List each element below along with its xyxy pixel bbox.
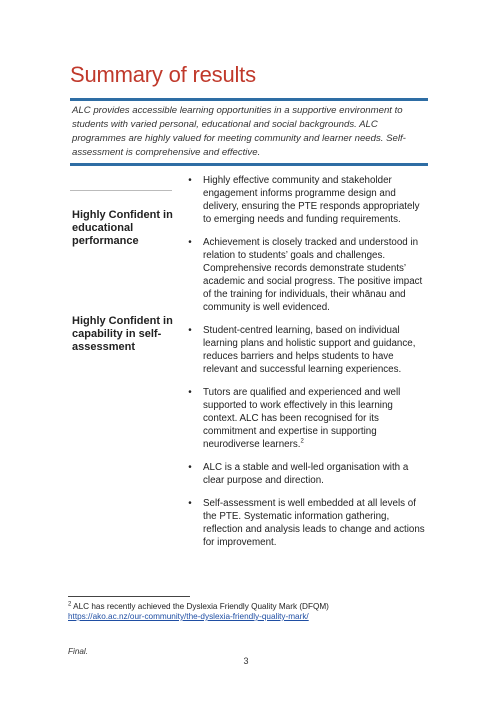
finding-item xyxy=(185,461,425,487)
footnote-reference[interactable]: 2 xyxy=(300,438,304,445)
page-title: Summary of results xyxy=(70,62,256,87)
findings-list xyxy=(185,174,425,559)
bullet-icon: • xyxy=(188,498,192,509)
rating-self-assessment: Highly Confident in capability in self-assessment xyxy=(72,315,173,353)
bullet-icon: • xyxy=(188,325,192,336)
ratings-divider xyxy=(70,190,172,191)
footnote-link[interactable]: https://ako.ac.nz/our-community/the-dyslexia-friendly-quality-mark/ xyxy=(68,612,309,621)
finding-text: Achievement is closely tracked and understood in relation to students’ goals and challenges. Comprehensive records demonstrate students’ academic and social progress. The positive impact of the training for individuals, their whānau and community is well evidenced. xyxy=(203,237,423,313)
finding-item xyxy=(185,386,425,451)
footnote-text: ALC has recently achieved the Dyslexia Friendly Quality Mark (DFQM) xyxy=(73,602,329,611)
bullet-icon: • xyxy=(188,462,192,473)
summary-top-rule xyxy=(70,98,428,101)
footnote-line xyxy=(68,602,468,612)
summary-bottom-rule xyxy=(70,163,428,166)
rating-educational-performance: Highly Confident in educational performance xyxy=(72,209,173,247)
finding-item xyxy=(185,236,425,314)
page-number: 3 xyxy=(243,656,249,666)
footnote-marker: 2 xyxy=(68,601,72,608)
finding-text: ALC is a stable and well-led organisation with a clear purpose and direction. xyxy=(203,462,409,486)
footnote-divider xyxy=(68,596,190,597)
finding-text: Student-centred learning, based on individual learning plans and holistic support and guidance, reduces barriers and helps students to have relevant and successful learning experiences. xyxy=(203,325,416,375)
finding-text: Tutors are qualified and experienced and well supported to work effectively in this learning context. ALC has been recognised for its commitment and expertise in supporting neurodiverse learners. xyxy=(203,387,401,450)
bullet-icon: • xyxy=(188,387,192,398)
finding-text: Highly effective community and stakeholder engagement informs programme design and delivery, ensuring the PTE responds appropriately to emerging needs and funding requirements. xyxy=(203,175,420,225)
footnote xyxy=(68,602,468,622)
finding-item xyxy=(185,324,425,376)
summary-text: ALC provides accessible learning opportunities in a supportive environment to students with varied personal, educational and social backgrounds. ALC programmes are highly valued for meeting community and learner needs. Self-assessment is comprehensive and effective. xyxy=(72,105,406,158)
bullet-icon: • xyxy=(188,175,192,186)
finding-item xyxy=(185,174,425,226)
finding-item xyxy=(185,497,425,549)
finding-text: Self-assessment is well embedded at all levels of the PTE. Systematic information gathering, reflection and analysis leads to change and actions for improvement. xyxy=(203,498,425,548)
final-label: Final. xyxy=(68,647,89,656)
bullet-icon: • xyxy=(188,237,192,248)
